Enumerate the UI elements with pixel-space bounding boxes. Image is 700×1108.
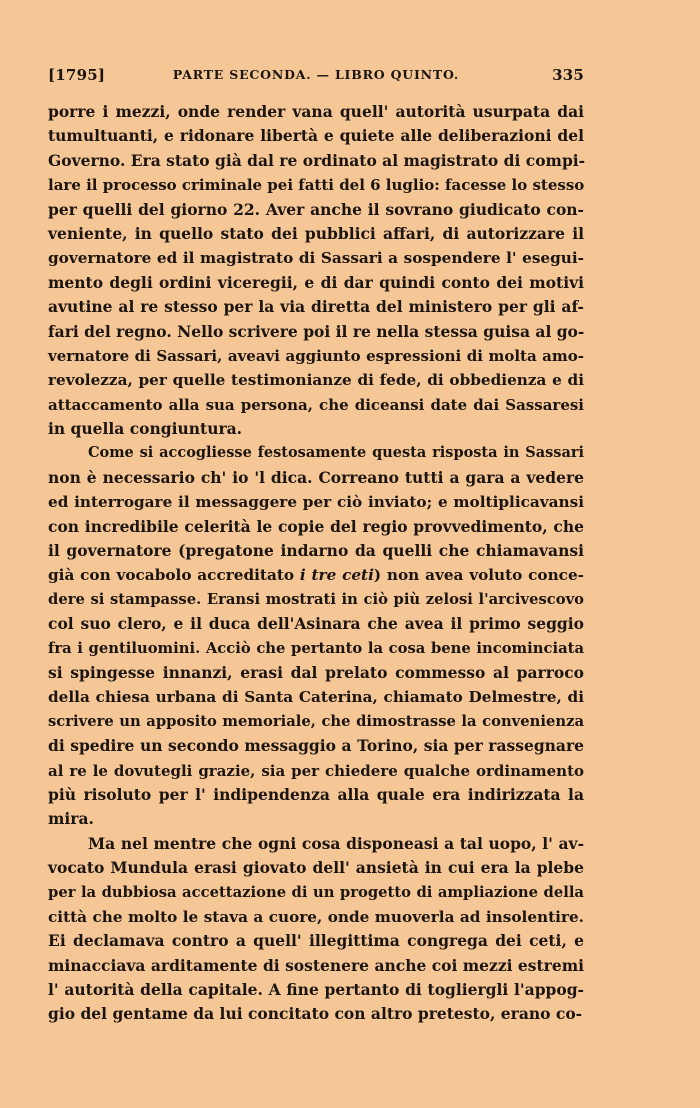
text-line: mento degli ordini viceregii, e di dar quindi conto dei motivi [48,272,584,292]
text-line: il governatore (pregatone indarno da quelli che chiamavansi [48,541,584,561]
text-line: al re le dovutegli grazie, sia per chiedere qualche ordinamento [48,761,584,780]
text-line: porre i mezzi, onde render vana quell' autorità usurpata dai [48,102,584,121]
text-line: vocato Mundula erasi giovato dell' ansietà in cui era la plebe [48,858,584,878]
text-line: con incredibile celerità le copie del regio provvedimento, che [48,516,584,536]
text-line: avutine al re stesso per la via diretta del ministero per gli af- [48,297,584,317]
text-line: col suo clero, e il duca dell'Asinara che avea il primo seggio [48,614,584,634]
text-line: città che molto le stava a cuore, onde muoverla ad insolentire. [48,907,584,926]
text-line: mira. [48,809,94,829]
text-line: più risoluto per l' indipendenza alla quale era indirizzata la [48,784,584,804]
text-line: scrivere un apposito memoriale, che dimostrasse la convenienza [48,712,584,730]
paragraph [48,441,584,831]
text-line: l' autorità della capitale. A fine pertanto di togliergli l'appog- [48,980,584,1000]
running-title: PARTE SECONDA. — LIBRO QUINTO. [172,67,460,82]
book-page [48,62,584,1027]
text-line: tumultuanti, e ridonare libertà e quiete alle deliberazioni del [48,126,584,146]
text-line: minacciava arditamente di sostenere anche coi mezzi estremi [48,955,584,975]
text-line: Come si accogliesse festosamente questa risposta in Sassari [88,444,584,462]
paragraph [48,100,584,441]
text-line: per la dubbiosa accettazione di un progetto di ampliazione della [48,883,584,901]
text-line: revolezza, per quelle testimonianze di fede, di obbedienza e di [48,371,584,390]
page-header [48,62,584,88]
text-line: ed interrogare il messaggere per ciò inviato; e moltiplicavansi [48,493,584,512]
page-number: 335 [552,66,584,84]
text-line: non è necessario ch' io 'l dica. Correano tutti a gara a vedere [48,467,584,487]
paragraph [48,832,584,1027]
text-line: fra i gentiluomini. Acciò che pertanto la cosa bene incominciata [48,639,584,657]
text-line: Governo. Era stato già dal re ordinato al magistrato di compi- [48,150,586,170]
text-line: già con vocabolo accreditato i tre ceti) non avea voluto conce- [48,566,584,585]
text-line: governatore ed il magistrato di Sassari a sospendere l' esegui- [48,249,584,268]
text-line: di spedire un secondo messaggio a Torino, sia per rassegnare [48,736,584,756]
text-line: si spingesse innanzi, erasi dal prelato commesso al parroco [48,662,584,682]
text-line: in quella congiuntura. [48,419,243,439]
text-line: della chiesa urbana di Santa Caterina, chiamato Delmestre, di [48,688,584,707]
scan-watermark [500,1088,620,1108]
header-year: [1795] [48,66,106,84]
text-line: attaccamento alla sua persona, che diceansi date dai Sassaresi [48,395,584,414]
text-line: gio del gentame da lui concitato con altro pretesto, erano co- [48,1004,583,1024]
text-line: Ma nel mentre che ogni cosa disponeasi a tal uopo, l' av- [88,833,584,853]
text-line: dere si stampasse. Eransi mostrati in ciò più zelosi l'arcivescovo [48,590,584,608]
text-line: fari del regno. Nello scrivere poi il re nella stessa guisa al go- [48,321,585,341]
text-line: Ei declamava contro a quell' illegittima congrega dei ceti, e [48,931,584,951]
text-line: vernatore di Sassari, aveavi aggiunto espressioni di molta amo- [48,346,584,365]
text-line: per quelli del giorno 22. Aver anche il sovrano giudicato con- [48,199,584,219]
text-line: lare il processo criminale pei fatti del 6 luglio: facesse lo stesso [48,176,585,195]
italic-phrase: i tre ceti [299,566,374,585]
body-text [48,100,584,1027]
text-line: veniente, in quello stato dei pubblici affari, di autorizzare il [48,223,584,243]
